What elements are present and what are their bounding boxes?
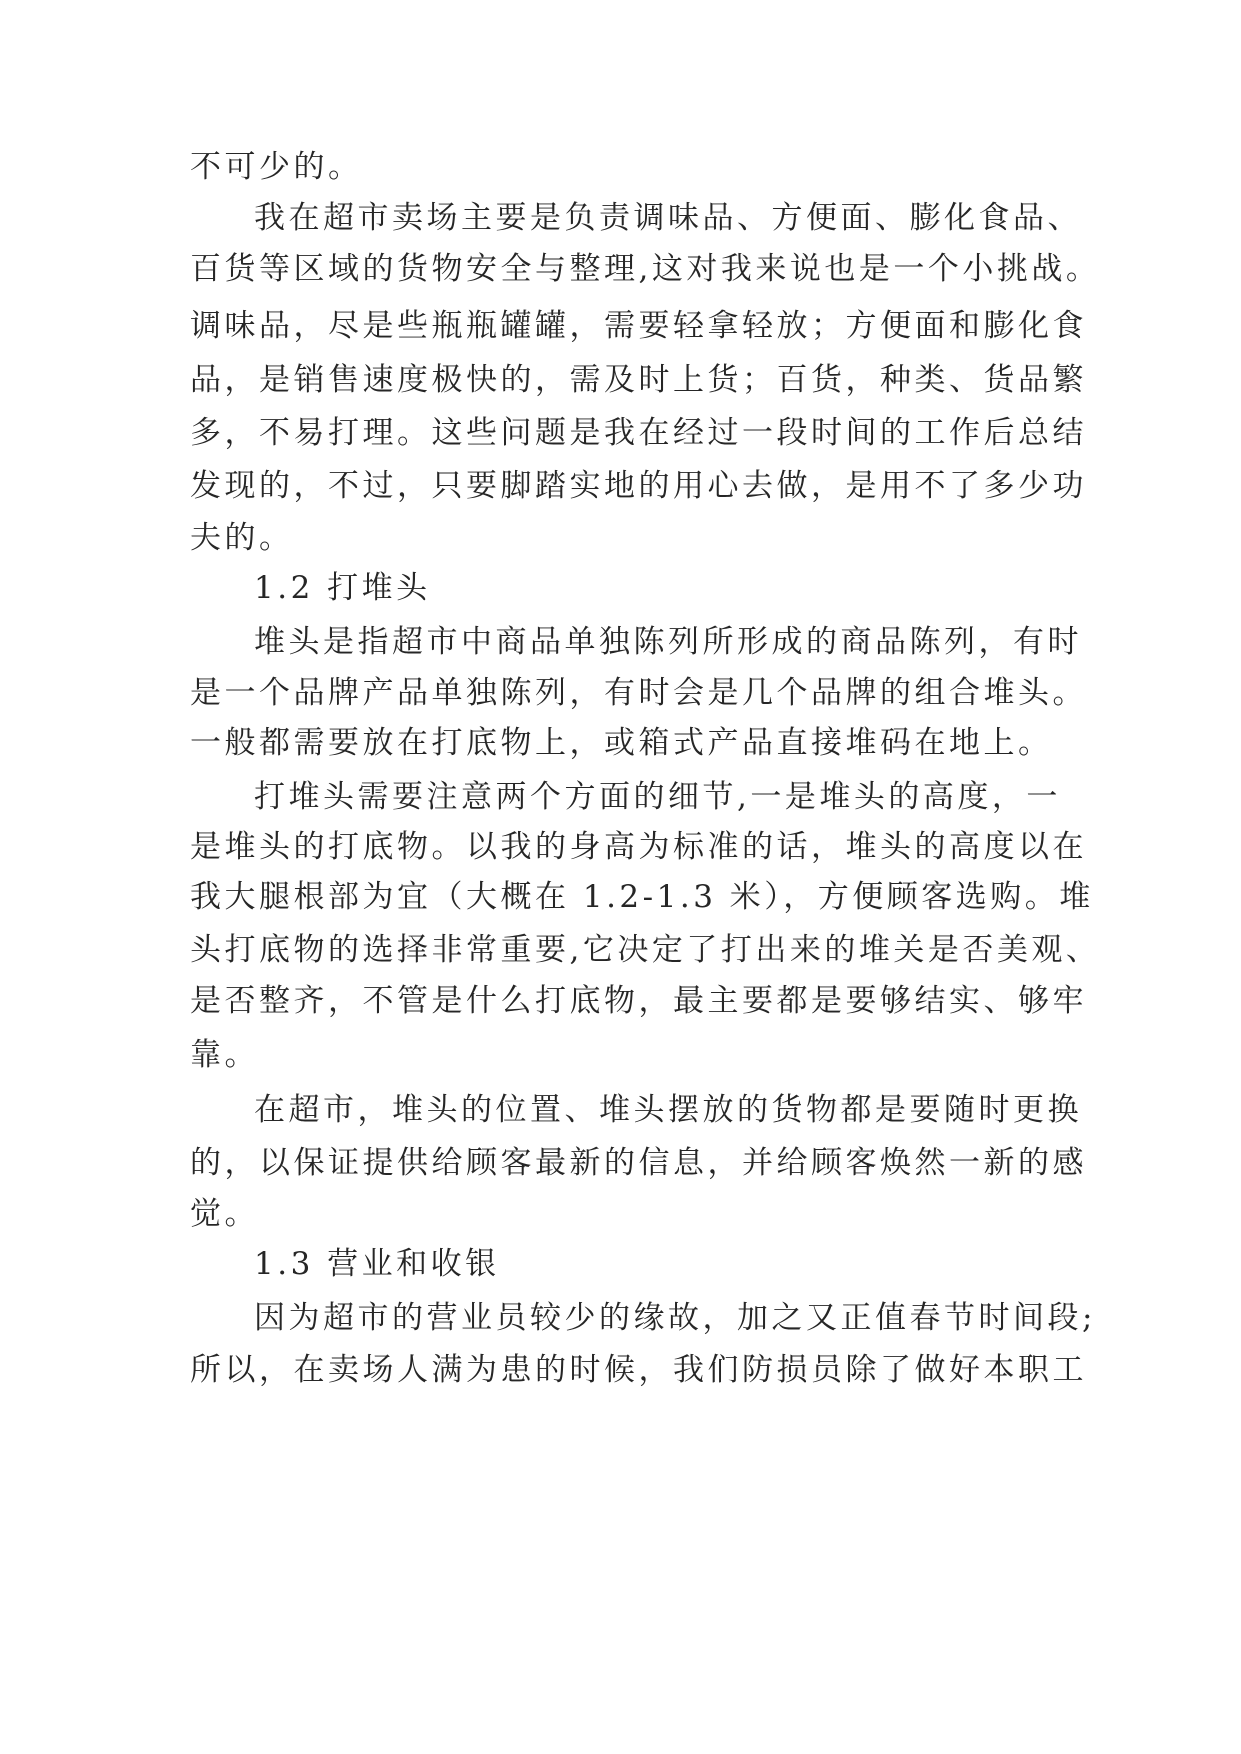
section-heading: 1.2 打堆头 (254, 570, 431, 606)
paragraph-line: 因为超市的营业员较少的缘故，加之又正值春节时间段; (254, 1300, 1096, 1336)
paragraph-line: 头打底物的选择非常重要,它决定了打出来的堆关是否美观、 (190, 932, 1101, 968)
paragraph-line: 是一个品牌产品单独陈列，有时会是几个品牌的组合堆头。 (190, 675, 1087, 711)
paragraph-line: 调味品，尽是些瓶瓶罐罐，需要轻拿轻放；方便面和膨化食 (190, 308, 1087, 344)
paragraph-line: 多，不易打理。这些问题是我在经过一段时间的工作后总结 (190, 415, 1087, 451)
paragraph-line: 夫的。 (190, 520, 294, 556)
paragraph-line: 打堆头需要注意两个方面的细节,一是堆头的高度，一 (254, 779, 1061, 815)
paragraph-line: 是堆头的打底物。以我的身高为标准的话，堆头的高度以在 (190, 829, 1087, 865)
paragraph-line: 百货等区域的货物安全与整理,这对我来说也是一个小挑战。 (190, 251, 1101, 287)
paragraph-line: 靠。 (190, 1037, 259, 1073)
paragraph-line: 在超市，堆头的位置、堆头摆放的货物都是要随时更换 (254, 1092, 1082, 1128)
paragraph-line: 堆头是指超市中商品单独陈列所形成的商品陈列，有时 (254, 624, 1082, 660)
paragraph-line: 是否整齐，不管是什么打底物，最主要都是要够结实、够牢 (190, 983, 1087, 1019)
paragraph-line: 所以，在卖场人满为患的时候，我们防损员除了做好本职工 (190, 1352, 1087, 1388)
paragraph-line: 觉。 (190, 1196, 259, 1232)
paragraph-line: 我在超市卖场主要是负责调味品、方便面、膨化食品、 (254, 200, 1082, 236)
paragraph-line: 我大腿根部为宜（大概在 1.2-1.3 米），方便顾客选购。堆 (190, 879, 1094, 915)
paragraph-line: 发现的，不过，只要脚踏实地的用心去做，是用不了多少功 (190, 468, 1087, 504)
paragraph-line: 品，是销售速度极快的，需及时上货；百货，种类、货品繁 (190, 362, 1087, 398)
paragraph-line: 不可少的。 (190, 149, 363, 185)
paragraph-line: 的，以保证提供给顾客最新的信息，并给顾客焕然一新的感 (190, 1145, 1087, 1181)
paragraph-line: 一般都需要放在打底物上，或箱式产品直接堆码在地上。 (190, 725, 1053, 761)
section-heading: 1.3 营业和收银 (254, 1246, 500, 1282)
